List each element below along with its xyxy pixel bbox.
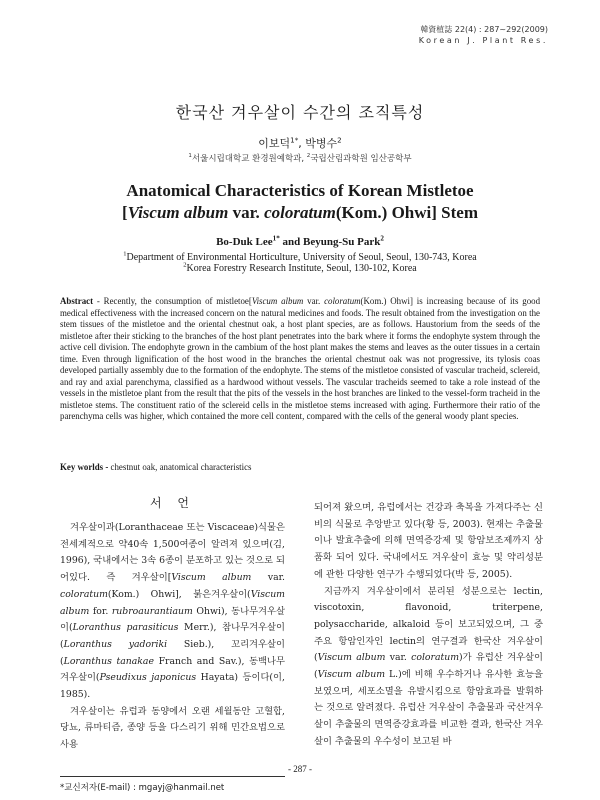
body-paragraph: 되어져 왔으며, 유럽에서는 건강과 축복을 가져다주는 신비의 식물로 추앙받고 있다(황 등, 2003). 현재는 추출물이나 발효추출에 의해 면역증강제 및 항암보조제까지 상품화 되어 있다. 국내에서도 겨우살이 효능 및 약리성분에 관한 다양한 연구가 수행되었다(박 등, 2005).	[314, 502, 543, 580]
korean-authors	[0, 135, 600, 151]
korean-author-2: 박병수	[305, 137, 338, 150]
english-author-2: and Beyung-Su Park	[279, 236, 381, 248]
english-authors	[0, 236, 600, 248]
korean-affil-2: 국립산림과학원 임산공학부	[310, 154, 412, 164]
title-species: Viscum album	[127, 203, 229, 222]
page-number: - 287 -	[288, 764, 312, 774]
abstract-text: var.	[303, 296, 325, 306]
korean-affil-1: 서울시립대학교 환경원예학과,	[191, 154, 307, 164]
abstract-text: (Kom.) Ohwi] is increasing because of its good medical effectiveness with the increased concern on the natural medicines and foods. The result obtained from the investigation on the stem tissues of the mistletoe and the oriental chestnut oak, a host plant species, are as follows. Haustorium from the seeds of the mistletoe after their sticking to the branches of the host plant penetrates into the bark where it forms the endophyte system through the active cell division. The endophyte grown in the cambium of the host plant makes the stems and leaves as the outer tissues in a certain time. Even through lignification of the host wood in the branches the oriental chestnut oak was not progressive, its tylosis coas developed partially assembly due to the formation of the endophyte. The stems of the mistletoe consisted of vascular tracheid, sclereid, and ray and axial parenchyma, classified as a hardwood without vessels. The vascular tracheids seemed to take a role instead of the vessels in the mistletoe plant from the result that the pits of the vessels in the host branches are linked to the vessel-form tracheid in the mistletoe stems. The constituent ratio of the sclereid cells in the mistletoe stems increased with aging. Furthermore their ratio of the parenchyma cells was higher, which contained the more cell content, compared with the cells of the general woody plant species.	[60, 296, 541, 422]
abstract-label: Abstract	[60, 296, 94, 306]
body-paragraph: 지금까지 겨우살이에서 분리된 성분으로는 lectin, viscotoxin, flavonoid, triterpene, polysaccharide, alkaloid 등이 보고되었으며, 그 중 주요 항암인자인 lectin의 연구결과 한국산 겨우살이(Viscum album var. coloratum)가 유럽산 겨우살이(Viscum album L.)에 비해 우수하거나 유사한 효능을 보였으며, 세포소멸을 유발시킴으로 항암효과를 발휘하는 것으로 알려졌다. 유럽산 겨우살이 추출물과 국산겨우살이 추출물의 면역증강효과를 비교한 결과, 한국산 겨우살이 추출물의 우수성이 보고된 바	[314, 585, 544, 747]
en-affil-text-1: Department of Environmental Horticulture, University of Seoul, Seoul, 130-743, Korea	[126, 252, 477, 263]
journal-citation	[419, 24, 548, 46]
title-var: var.	[228, 203, 265, 222]
title-rest: (Kom.) Ohwi] Stem	[335, 203, 478, 222]
body-paragraph: 겨우살이는 유럽과 동양에서 오랜 세월동안 고혈합, 당뇨, 류마티즘, 종양 등을 다스리기 위해 민간요법으로 사용	[60, 705, 285, 751]
korean-author-1: 이보덕	[258, 137, 291, 150]
keywords-text: chestnut oak, anatomical characteristics	[110, 462, 252, 472]
english-affil-2	[0, 263, 600, 274]
abstract	[60, 296, 540, 423]
abstract-italic: Viscum album	[251, 296, 304, 306]
english-affiliations	[0, 252, 600, 274]
english-affil-1	[0, 252, 600, 263]
english-author-1-sup: 1*	[272, 234, 280, 243]
english-author-1: Bo-Duk Lee	[216, 236, 273, 248]
body-paragraph: 겨우살이과(Loranthaceae 또는 Viscaceae)식물은 전세계적으로 약40속 1,500여종이 알려져 있으며(김, 1996), 국내에서는 3속 6종이 분포하고 있는 것으로 되어있다. 즉 겨우살이[Viscum album var. coloratum(Kom.) Ohwi], 붉은겨우살이(Viscum album for. rubroaurantiaum Ohwi), 동나무겨우살이(Loranthus parasiticus Merr.), 참나무겨우살이(Loranthus yadoriki Sieb.), 꼬리겨우살이(Loranthus tanakae Franch and Sav.), 동백나무겨우살이(Pseudixus japonicus Hayata) 등이다(이, 1985).	[60, 522, 285, 701]
title-variety: coloratum	[264, 203, 336, 222]
author-separator: ,	[298, 137, 306, 150]
english-author-2-sup: 2	[380, 234, 384, 243]
korean-author-1-sup: 1*	[290, 135, 299, 145]
en-affil-marker-2: 2	[183, 261, 187, 269]
abstract-italic: coloratum	[324, 296, 361, 306]
en-affil-marker-1: 1	[123, 250, 127, 258]
journal-citation-line1: 韓資植誌 22(4) : 287~292(2009)	[420, 25, 548, 34]
korean-title: 한국산 겨우살이 수간의 조직특성	[175, 103, 425, 122]
footnote-divider	[60, 776, 285, 777]
english-title	[0, 180, 600, 224]
korean-author-2-sup: 2	[337, 135, 342, 145]
english-title-line1: Anatomical Characteristics of Korean Mistletoe	[126, 181, 474, 200]
abstract-text: - Recently, the consumption of mistletoe[	[93, 296, 252, 306]
body-left-column	[60, 520, 285, 754]
keywords-label: Key worlds -	[60, 462, 111, 472]
korean-affiliations	[0, 152, 600, 164]
en-affil-text-2: Korea Forestry Research Institute, Seoul, 130-102, Korea	[186, 263, 417, 274]
corresponding-author-footnote: *교신저자(E-mail) : mgayj@hanmail.net	[60, 783, 225, 793]
english-title-line2	[0, 202, 600, 224]
journal-name: Korean J. Plant Res.	[418, 36, 548, 45]
affil-marker-1: 1	[188, 153, 192, 160]
section-heading: 서 언	[150, 496, 195, 510]
affil-marker-2: 2	[306, 153, 311, 160]
title-bracket: [	[122, 203, 128, 222]
keywords	[60, 462, 252, 472]
body-right-column	[314, 500, 543, 751]
